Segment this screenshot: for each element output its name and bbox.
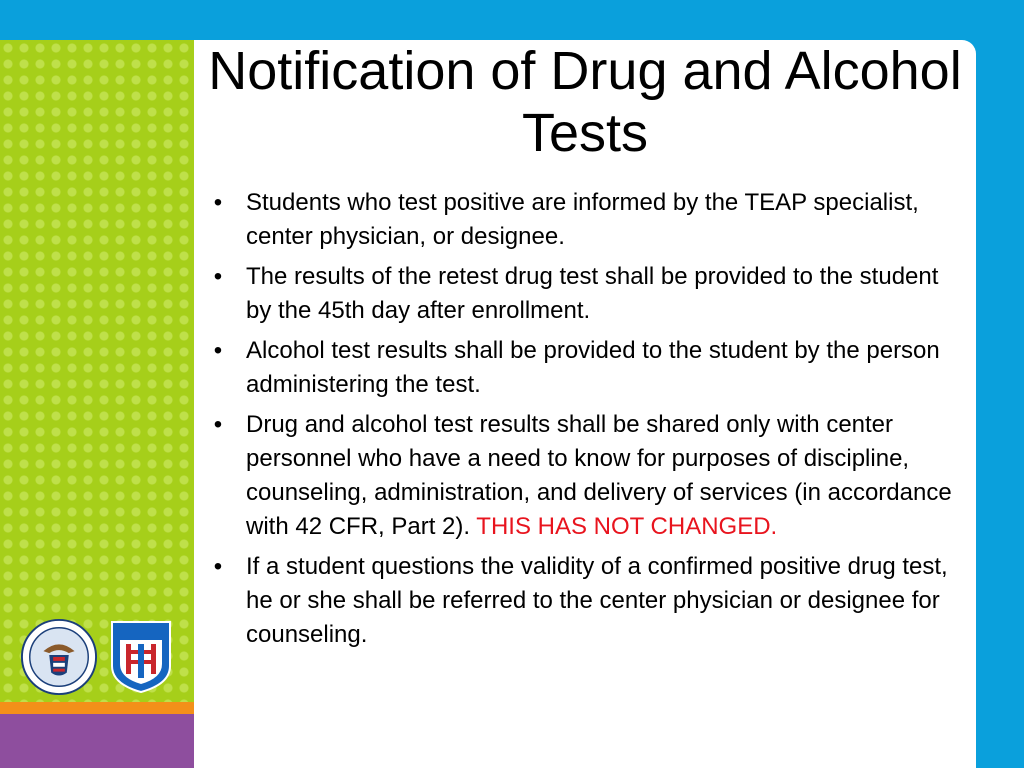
bullet-glyph: • — [213, 337, 223, 364]
bullet-text: If a student questions the validity of a confirmed positive drug test, he or she shall be referred to the center physician or designee for counseling. — [246, 553, 948, 648]
bullet-glyph: • — [213, 189, 223, 216]
department-of-labor-seal-icon — [20, 618, 98, 696]
slide-title: Notification of Drug and Alcohol Tests — [208, 41, 962, 163]
orange-accent-strip — [0, 702, 194, 714]
right-frame — [976, 40, 1024, 768]
job-corps-logo-icon — [106, 616, 176, 694]
bullet-text: Alcohol test results shall be provided to the student by the person administering the test. — [246, 337, 940, 398]
bullet-glyph: • — [213, 263, 223, 290]
logo-group — [20, 614, 180, 694]
bullet-item — [208, 408, 968, 544]
left-decorative-panel — [0, 40, 194, 702]
bullet-text: The results of the retest drug test shall be provided to the student by the 45th day after enrollment. — [246, 263, 939, 324]
purple-accent-strip — [0, 714, 194, 768]
bullet-item — [208, 186, 968, 254]
bullet-highlight-text: THIS HAS NOT CHANGED. — [476, 513, 778, 540]
bullet-item — [208, 334, 968, 402]
bullet-item — [208, 550, 968, 652]
bullet-item — [208, 260, 968, 328]
bullet-list — [208, 186, 968, 658]
bullet-glyph: • — [213, 553, 223, 580]
bullet-glyph: • — [213, 411, 223, 438]
bullet-text: Drug and alcohol test results shall be shared only with center personnel who have a need to know for purposes of discipline, counseling, administration, and delivery of services (in accordance with 42 CFR, Part 2). — [246, 411, 952, 540]
top-frame — [0, 0, 1024, 40]
bullet-text: Students who test positive are informed by the TEAP specialist, center physician, or designee. — [246, 189, 919, 250]
